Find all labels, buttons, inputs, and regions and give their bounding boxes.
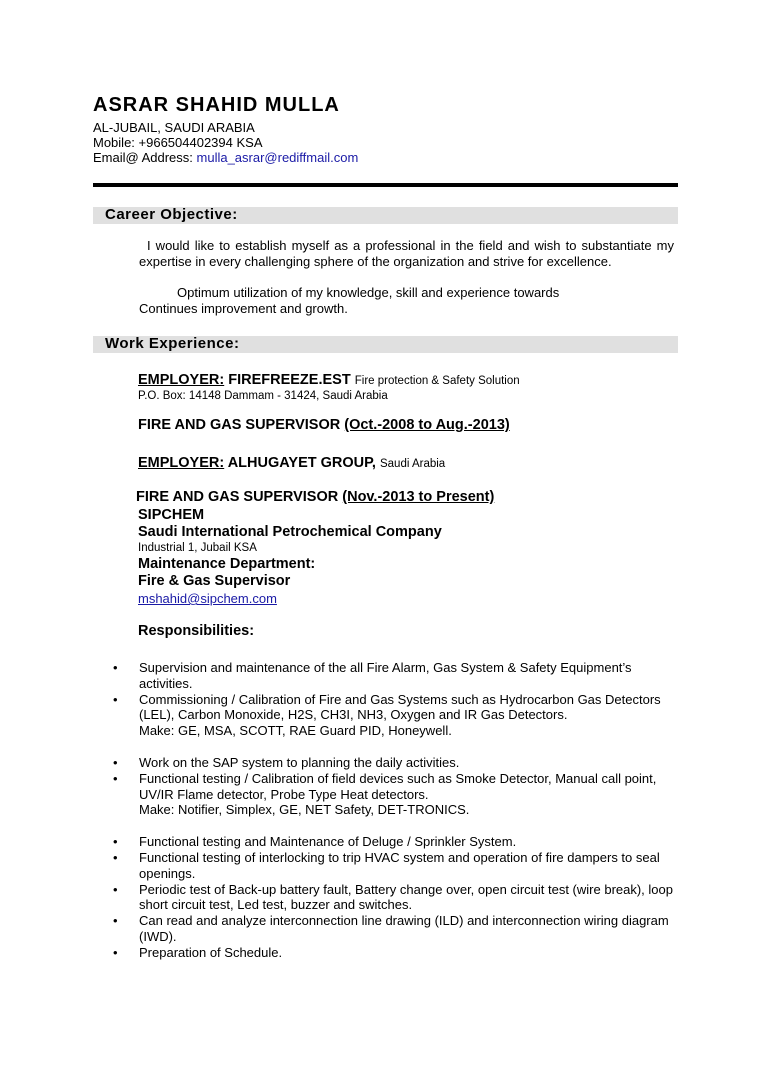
job-2-period: (Nov.-2013 to Present): [342, 489, 495, 505]
responsibility-text: Functional testing of interlocking to trip HVAC system and operation of fire dampers to seal openings.: [139, 849, 660, 881]
responsibility-text: Can read and analyze interconnection line drawing (ILD) and interconnection wiring diagram (IWD).: [139, 913, 669, 944]
responsibility-item: [108, 850, 678, 882]
position: Fire & Gas Supervisor: [138, 573, 291, 589]
responsibility-item: [108, 945, 678, 961]
bullet-icon: •: [113, 913, 118, 929]
employer-2: [138, 455, 445, 471]
email-label: Email@ Address:: [93, 150, 197, 165]
resume-name: ASRAR SHAHID MULLA: [93, 94, 340, 116]
company-email-link[interactable]: mshahid@sipchem.com: [138, 591, 277, 606]
company-address: Industrial 1, Jubail KSA: [138, 542, 257, 554]
email-link[interactable]: mulla_asrar@rediffmail.com: [196, 150, 359, 165]
header-divider: [93, 183, 678, 187]
bullet-icon: •: [113, 881, 118, 897]
employer-2-name: ALHUGAYET GROUP,: [227, 455, 376, 471]
bullet-icon: •: [113, 691, 118, 707]
company-short: SIPCHEM: [138, 507, 205, 523]
career-objective-header: [93, 207, 678, 224]
email-line: [93, 150, 358, 165]
section-title: Work Experience:: [105, 335, 240, 352]
job-1-title: FIRE AND GAS SUPERVISOR: [138, 417, 341, 433]
responsibilities-list: [108, 660, 678, 961]
location: AL-JUBAIL, SAUDI ARABIA: [93, 120, 255, 135]
bullet-icon: •: [113, 849, 118, 865]
responsibility-item: [108, 913, 678, 945]
responsibilities-title: Responsibilities:: [138, 623, 255, 639]
responsibility-text: Commissioning / Calibration of Fire and Gas Systems such as Hydrocarbon Gas Detectors (LEL), Carbon Monoxide, H2S, CH3I, NH3, Oxygen and IR Gas Detectors.: [139, 691, 661, 723]
bullet-icon: •: [113, 754, 118, 770]
responsibility-text: Work on the SAP system to planning the daily activities.: [139, 754, 460, 770]
job-1: [138, 417, 510, 433]
job-2-title: FIRE AND GAS SUPERVISOR: [136, 489, 339, 505]
career-paragraph-2: Optimum utilization of my knowledge, skill and experience towards: [177, 285, 560, 300]
responsibility-item: [108, 771, 678, 818]
responsibility-item: [108, 660, 678, 692]
career-paragraph-3: Continues improvement and growth.: [139, 301, 348, 316]
employer-1-name: FIREFREEZE.EST: [228, 372, 351, 388]
responsibility-text: Functional testing and Maintenance of Deluge / Sprinkler System.: [139, 834, 517, 850]
responsibility-make: Make: GE, MSA, SCOTT, RAE Guard PID, Honeywell.: [139, 723, 452, 739]
bullet-icon: •: [113, 660, 118, 675]
department: Maintenance Department:: [138, 556, 316, 572]
section-title: Career Objective:: [105, 206, 238, 223]
responsibility-text: Preparation of Schedule.: [139, 944, 283, 960]
company-full: Saudi International Petrochemical Company: [138, 524, 442, 540]
responsibility-item: [108, 834, 678, 850]
employer-1-address: P.O. Box: 14148 Dammam - 31424, Saudi Arabia: [138, 390, 388, 402]
responsibility-text: Periodic test of Back-up battery fault, Battery change over, open circuit test (wire break), loop short circuit test, Led test, buzzer and switches.: [139, 881, 673, 913]
responsibility-make: Make: Notifier, Simplex, GE, NET Safety, DET-TRONICS.: [139, 802, 470, 818]
career-paragraph-1: I would like to establish myself as a professional in the field and wish to substantiate my expertise in every challenging sphere of the organization and strive for excellence.: [139, 238, 674, 269]
employer-1: [138, 372, 520, 388]
job-1-period: (Oct.-2008 to Aug.-2013): [344, 417, 510, 433]
employer-2-desc: Saudi Arabia: [379, 458, 446, 470]
responsibility-text: Functional testing / Calibration of field devices such as Smoke Detector, Manual call point, UV/IR Flame detector, Probe Type Heat detectors.: [139, 770, 657, 802]
responsibility-item: [108, 692, 678, 739]
work-experience-header: [93, 336, 678, 353]
mobile: Mobile: +966504402394 KSA: [93, 135, 263, 150]
responsibility-item: [108, 755, 678, 771]
employer-1-desc: Fire protection & Safety Solution: [354, 375, 520, 387]
bullet-icon: •: [113, 944, 118, 960]
employer-label: EMPLOYER:: [138, 372, 225, 388]
responsibility-text: Supervision and maintenance of the all Fire Alarm, Gas System & Safety Equipment’s activities.: [139, 660, 632, 691]
bullet-icon: •: [113, 770, 118, 786]
job-2: [136, 489, 494, 505]
responsibility-item: [108, 882, 678, 914]
bullet-icon: •: [113, 834, 118, 850]
employer-label: EMPLOYER:: [138, 455, 225, 471]
